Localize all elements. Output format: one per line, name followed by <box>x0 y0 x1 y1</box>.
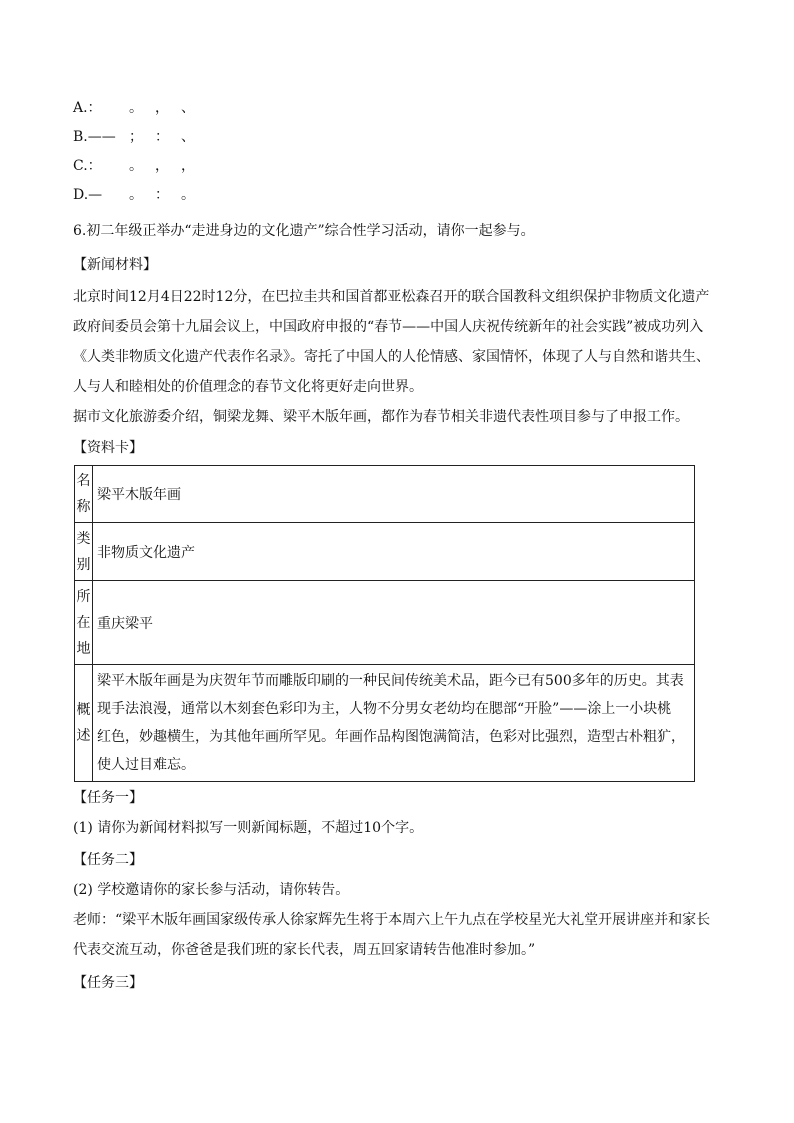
task2-text: (2) 学校邀请你的家长参与活动，请你转告。 <box>73 882 350 898</box>
task1-heading: 【任务一】 <box>73 790 143 806</box>
option-c: C.： 。 ， ， <box>73 158 195 174</box>
question-6: 6.初二年级正举办“走进身边的文化遗产”综合性学习活动，请你一起参与。 <box>73 223 535 239</box>
card-key: 名 称 <box>75 466 93 523</box>
card-summary <box>93 665 695 782</box>
summary-line: 现手法浪漫，通常以木刻套色彩印为主，人物不分男女老幼均在腮部“开脸”——涂上一小块桃 <box>97 701 672 717</box>
option-b: B.—— ； ： 、 <box>73 129 195 145</box>
news-body <box>73 282 733 432</box>
news-line: 人与人和睦相处的价值理念的春节文化将更好走向世界。 <box>73 379 423 395</box>
card-row-summary <box>75 665 695 782</box>
card-row-location <box>75 581 695 665</box>
card-key: 所 在 地 <box>75 581 93 665</box>
card-key: 概 述 <box>75 665 93 782</box>
quote-line: 代表交流互动，你爸爸是我们班的家长代表，周五回家请转告他准时参加。” <box>73 942 536 958</box>
task2-heading: 【任务二】 <box>73 852 143 868</box>
card-heading: 【资料卡】 <box>73 440 143 456</box>
card-value: 梁平木版年画 <box>93 466 695 523</box>
task1-text: (1) 请你为新闻材料拟写一则新闻标题，不超过10个字。 <box>73 820 424 836</box>
option-a: A.： 。 ， 、 <box>73 100 195 116</box>
news-line: 北京时间12月4日22时12分，在巴拉圭共和国首都亚松森召开的联合国教科文组织保护非物质文化遗产 <box>73 289 710 305</box>
card-row-name <box>75 466 695 523</box>
card-row-category <box>75 523 695 581</box>
card-key: 类 别 <box>75 523 93 581</box>
quote-line: 老师：“梁平木版年画国家级传承人徐家辉先生将于本周六上午九点在学校星光大礼堂开展讲座并和家长 <box>73 912 711 928</box>
task3-heading: 【任务三】 <box>73 975 143 991</box>
option-d: D.— 。 ： 。 <box>73 187 195 203</box>
summary-line: 使人过目难忘。 <box>97 757 195 773</box>
info-card-table <box>74 465 695 782</box>
summary-line: 梁平木版年画是为庆贺年节而雕版印刷的一种民间传统美术品，距今已有500多年的历史。其表 <box>97 673 684 689</box>
news-line: 政府间委员会第十九届会议上，中国政府申报的“春节——中国人庆祝传统新年的社会实践”被成功列入 <box>73 319 704 335</box>
card-value: 重庆梁平 <box>93 581 695 665</box>
news-line: 据市文化旅游委介绍，铜梁龙舞、梁平木版年画，都作为春节相关非遗代表性项目参与了申报工作。 <box>73 409 689 425</box>
task2-quote <box>73 905 733 965</box>
card-value: 非物质文化遗产 <box>93 523 695 581</box>
news-heading: 【新闻材料】 <box>73 257 157 273</box>
summary-line: 红色，妙趣横生，为其他年画所罕见。年画作品构图饱满简洁，色彩对比强烈，造型古朴粗犷， <box>97 729 685 745</box>
news-line: 《人类非物质文化遗产代表作名录》。寄托了中国人的人伦情感、家国情怀，体现了人与自然和谐共生、 <box>73 349 710 365</box>
